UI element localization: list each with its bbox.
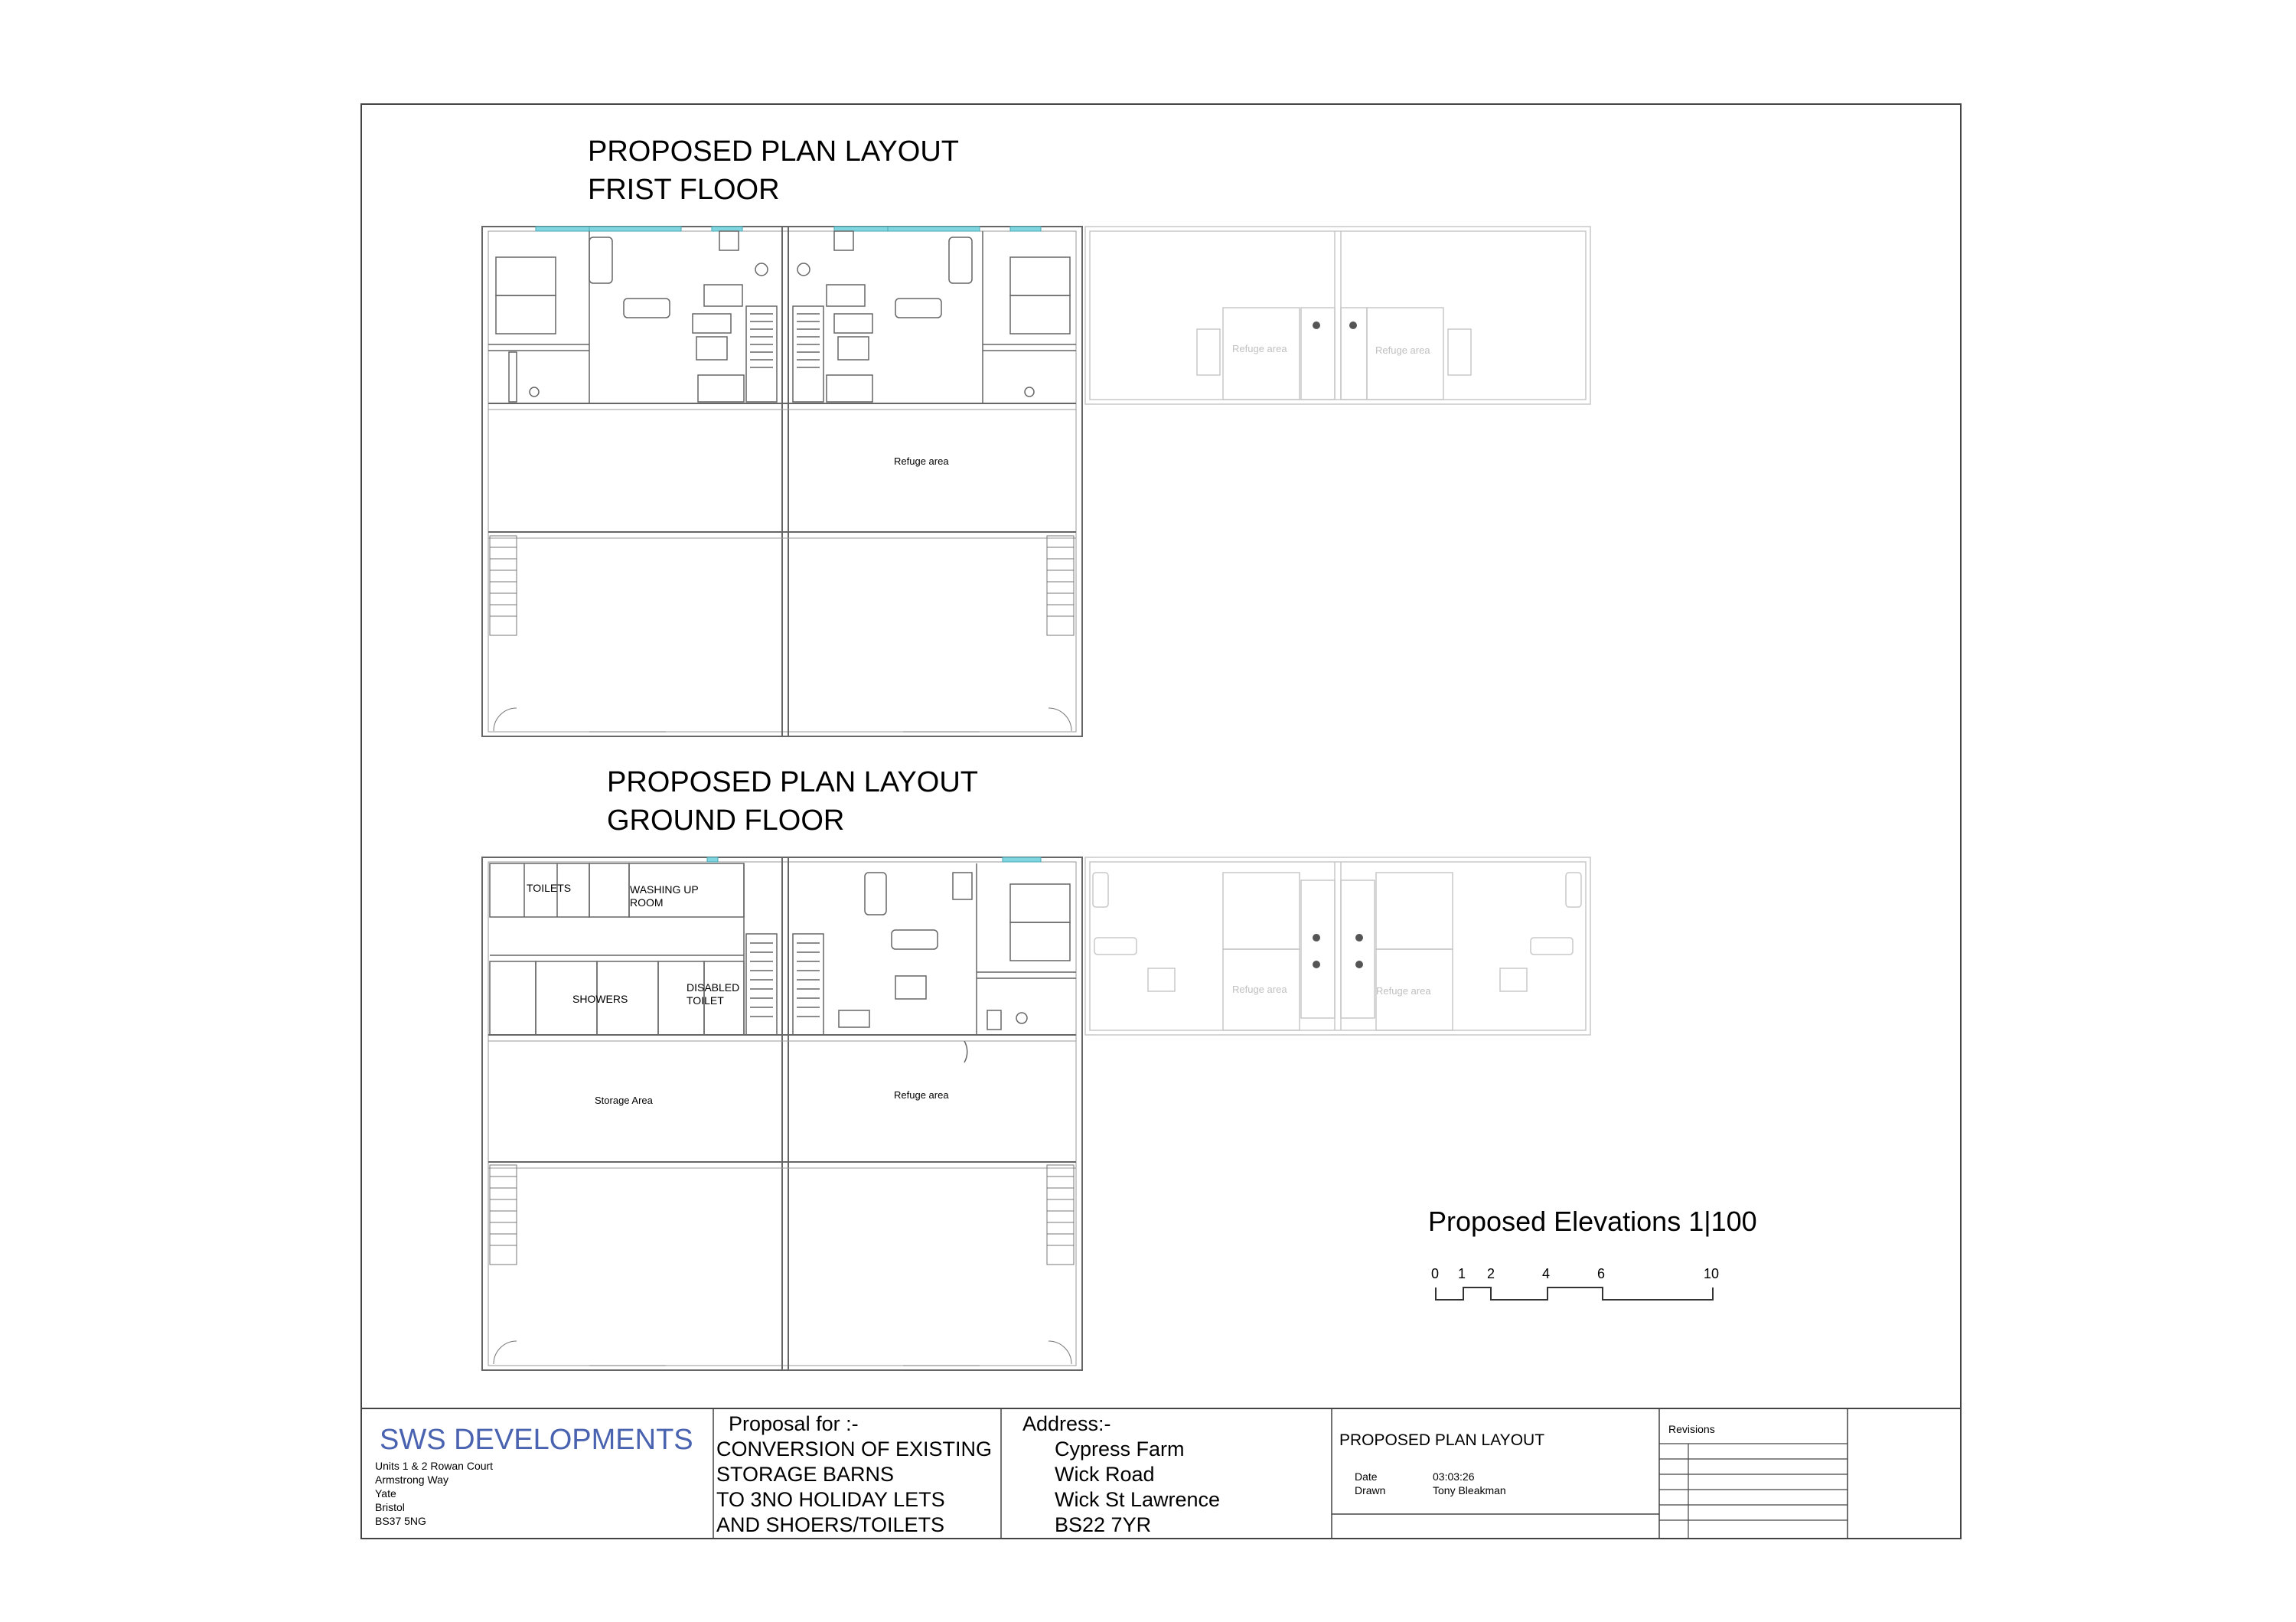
label-washing-up-2: ROOM	[630, 896, 664, 909]
elevations-title: Proposed Elevations 1|100	[1428, 1206, 1757, 1237]
scale-tick-1: 1	[1458, 1266, 1466, 1281]
address-line-2: Wick Road	[1055, 1463, 1155, 1486]
date-label: Date	[1355, 1470, 1378, 1483]
address-line-3: Wick St Lawrence	[1055, 1488, 1221, 1511]
ground-floor-title-line2: GROUND FLOOR	[607, 804, 845, 837]
address-line-1: Cypress Farm	[1055, 1438, 1185, 1460]
first-floor-title-line1: PROPOSED PLAN LAYOUT	[588, 135, 959, 168]
proposal-heading: Proposal for :-	[729, 1412, 859, 1435]
ground-floor-ghost-refuge-1: Refuge area	[1232, 984, 1287, 995]
ground-floor-ghost-block	[1085, 857, 1590, 1035]
drawing-title: PROPOSED PLAN LAYOUT	[1339, 1431, 1545, 1449]
ground-floor-title-line1: PROPOSED PLAN LAYOUT	[607, 766, 978, 798]
proposal-line-3: TO 3NO HOLIDAY LETS	[716, 1488, 945, 1511]
scale-tick-2: 2	[1487, 1266, 1495, 1281]
company-address-line-1: Units 1 & 2 Rowan Court	[375, 1460, 494, 1472]
label-toilets: TOILETS	[527, 882, 572, 894]
label-storage-area: Storage Area	[595, 1095, 653, 1106]
address-line-4: BS22 7YR	[1055, 1513, 1152, 1536]
elevations-scale	[1428, 1206, 1757, 1300]
first-floor-ghost-block	[1085, 227, 1590, 404]
first-floor-plan	[482, 135, 1590, 736]
scale-tick-4: 4	[1542, 1266, 1551, 1281]
ground-floor-refuge-label: Refuge area	[894, 1089, 949, 1101]
drawn-label: Drawn	[1355, 1484, 1386, 1496]
company-address-line-3: Yate	[375, 1487, 396, 1500]
first-floor-refuge-label: Refuge area	[894, 455, 949, 467]
company-address-line-2: Armstrong Way	[375, 1474, 448, 1486]
date-value: 03:03:26	[1433, 1470, 1475, 1483]
drawn-value: Tony Bleakman	[1433, 1484, 1506, 1496]
company-name: SWS DEVELOPMENTS	[380, 1424, 693, 1456]
ground-floor-plan	[482, 766, 1590, 1370]
revisions-label: Revisions	[1668, 1423, 1715, 1435]
proposal-line-4: AND SHOERS/TOILETS	[716, 1513, 945, 1536]
proposal-line-2: STORAGE BARNS	[716, 1463, 895, 1486]
label-disabled-2: TOILET	[687, 994, 724, 1007]
scale-tick-10: 10	[1704, 1266, 1720, 1281]
label-showers: SHOWERS	[572, 993, 628, 1005]
title-block	[361, 1408, 1961, 1539]
label-disabled-1: DISABLED	[687, 981, 740, 994]
first-floor-title-line2: FRIST FLOOR	[588, 174, 780, 206]
scale-tick-6: 6	[1597, 1266, 1606, 1281]
company-address-line-4: Bristol	[375, 1501, 405, 1513]
sheet-border	[361, 104, 1961, 1539]
first-floor-ghost-refuge-1: Refuge area	[1232, 343, 1287, 354]
address-heading: Address:-	[1022, 1412, 1111, 1435]
scale-bar	[1436, 1287, 1713, 1300]
scale-tick-0: 0	[1431, 1266, 1440, 1281]
company-address-line-5: BS37 5NG	[375, 1515, 426, 1527]
label-washing-up-1: WASHING UP	[630, 883, 699, 896]
ground-floor-ghost-refuge-2: Refuge area	[1376, 985, 1431, 997]
proposal-line-1: CONVERSION OF EXISTING	[716, 1438, 993, 1460]
first-floor-ghost-refuge-2: Refuge area	[1375, 344, 1430, 356]
